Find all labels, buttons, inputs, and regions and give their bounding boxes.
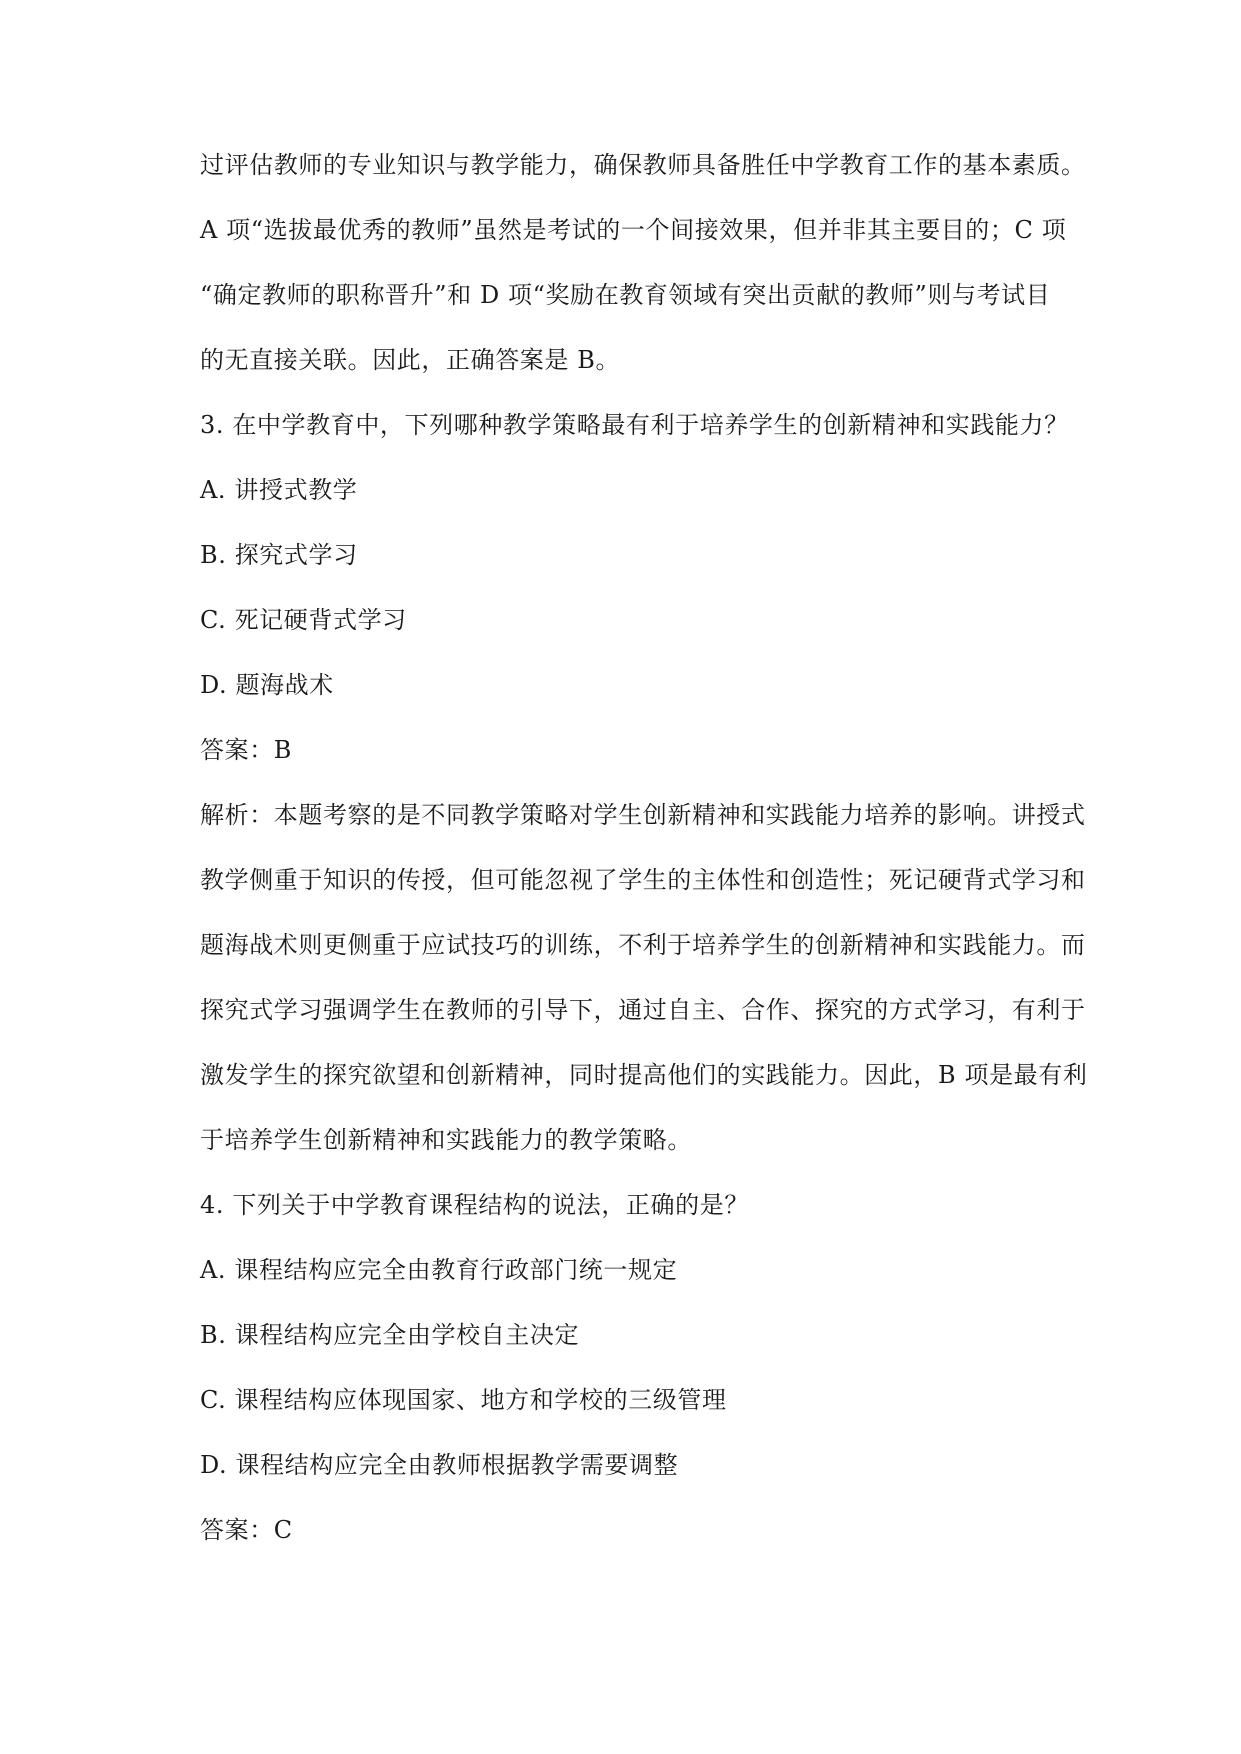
question-3-analysis-line: 探究式学习强调学生在教师的引导下，通过自主、合作、探究的方式学习，有利于 bbox=[200, 996, 1086, 1024]
paragraph-line: 的无直接关联。因此，正确答案是 B。 bbox=[200, 346, 621, 374]
question-3-analysis-line: 解析：本题考察的是不同教学策略对学生创新精神和实践能力培养的影响。讲授式 bbox=[200, 801, 1086, 829]
question-3-option-b: B. 探究式学习 bbox=[200, 541, 358, 569]
question-3-analysis-line: 于培养学生创新精神和实践能力的教学策略。 bbox=[200, 1126, 692, 1154]
document-body bbox=[200, 148, 1120, 1578]
question-3-option-a: A. 讲授式教学 bbox=[200, 476, 358, 504]
question-3-answer: 答案：B bbox=[200, 736, 293, 764]
question-4-option-d: D. 课程结构应完全由教师根据教学需要调整 bbox=[200, 1451, 679, 1479]
question-3-option-d: D. 题海战术 bbox=[200, 671, 334, 699]
question-3-analysis-line: 激发学生的探究欲望和创新精神，同时提高他们的实践能力。因此，B 项是最有利 bbox=[200, 1061, 1088, 1089]
question-4-answer: 答案：C bbox=[200, 1516, 293, 1544]
question-4-option-c: C. 课程结构应体现国家、地方和学校的三级管理 bbox=[200, 1386, 727, 1414]
question-4-option-a: A. 课程结构应完全由教育行政部门统一规定 bbox=[200, 1256, 678, 1284]
question-3-stem: 3. 在中学教育中，下列哪种教学策略最有利于培养学生的创新精神和实践能力？ bbox=[200, 411, 1069, 439]
paragraph-line: “确定教师的职称晋升”和 D 项“奖励在教育领域有突出贡献的教师”则与考试目 bbox=[200, 281, 1051, 309]
question-3-analysis-line: 教学侧重于知识的传授，但可能忽视了学生的主体性和创造性；死记硬背式学习和 bbox=[200, 866, 1086, 894]
question-4-option-b: B. 课程结构应完全由学校自主决定 bbox=[200, 1321, 580, 1349]
question-3-option-c: C. 死记硬背式学习 bbox=[200, 606, 407, 634]
paragraph-line: 过评估教师的专业知识与教学能力，确保教师具备胜任中学教育工作的基本素质。 bbox=[200, 151, 1086, 179]
question-3-analysis-line: 题海战术则更侧重于应试技巧的训练，不利于培养学生的创新精神和实践能力。而 bbox=[200, 931, 1086, 959]
paragraph-line: A 项“选拔最优秀的教师”虽然是考试的一个间接效果，但并非其主要目的；C 项 bbox=[200, 216, 1067, 244]
question-4-stem: 4. 下列关于中学教育课程结构的说法，正确的是？ bbox=[200, 1191, 749, 1219]
